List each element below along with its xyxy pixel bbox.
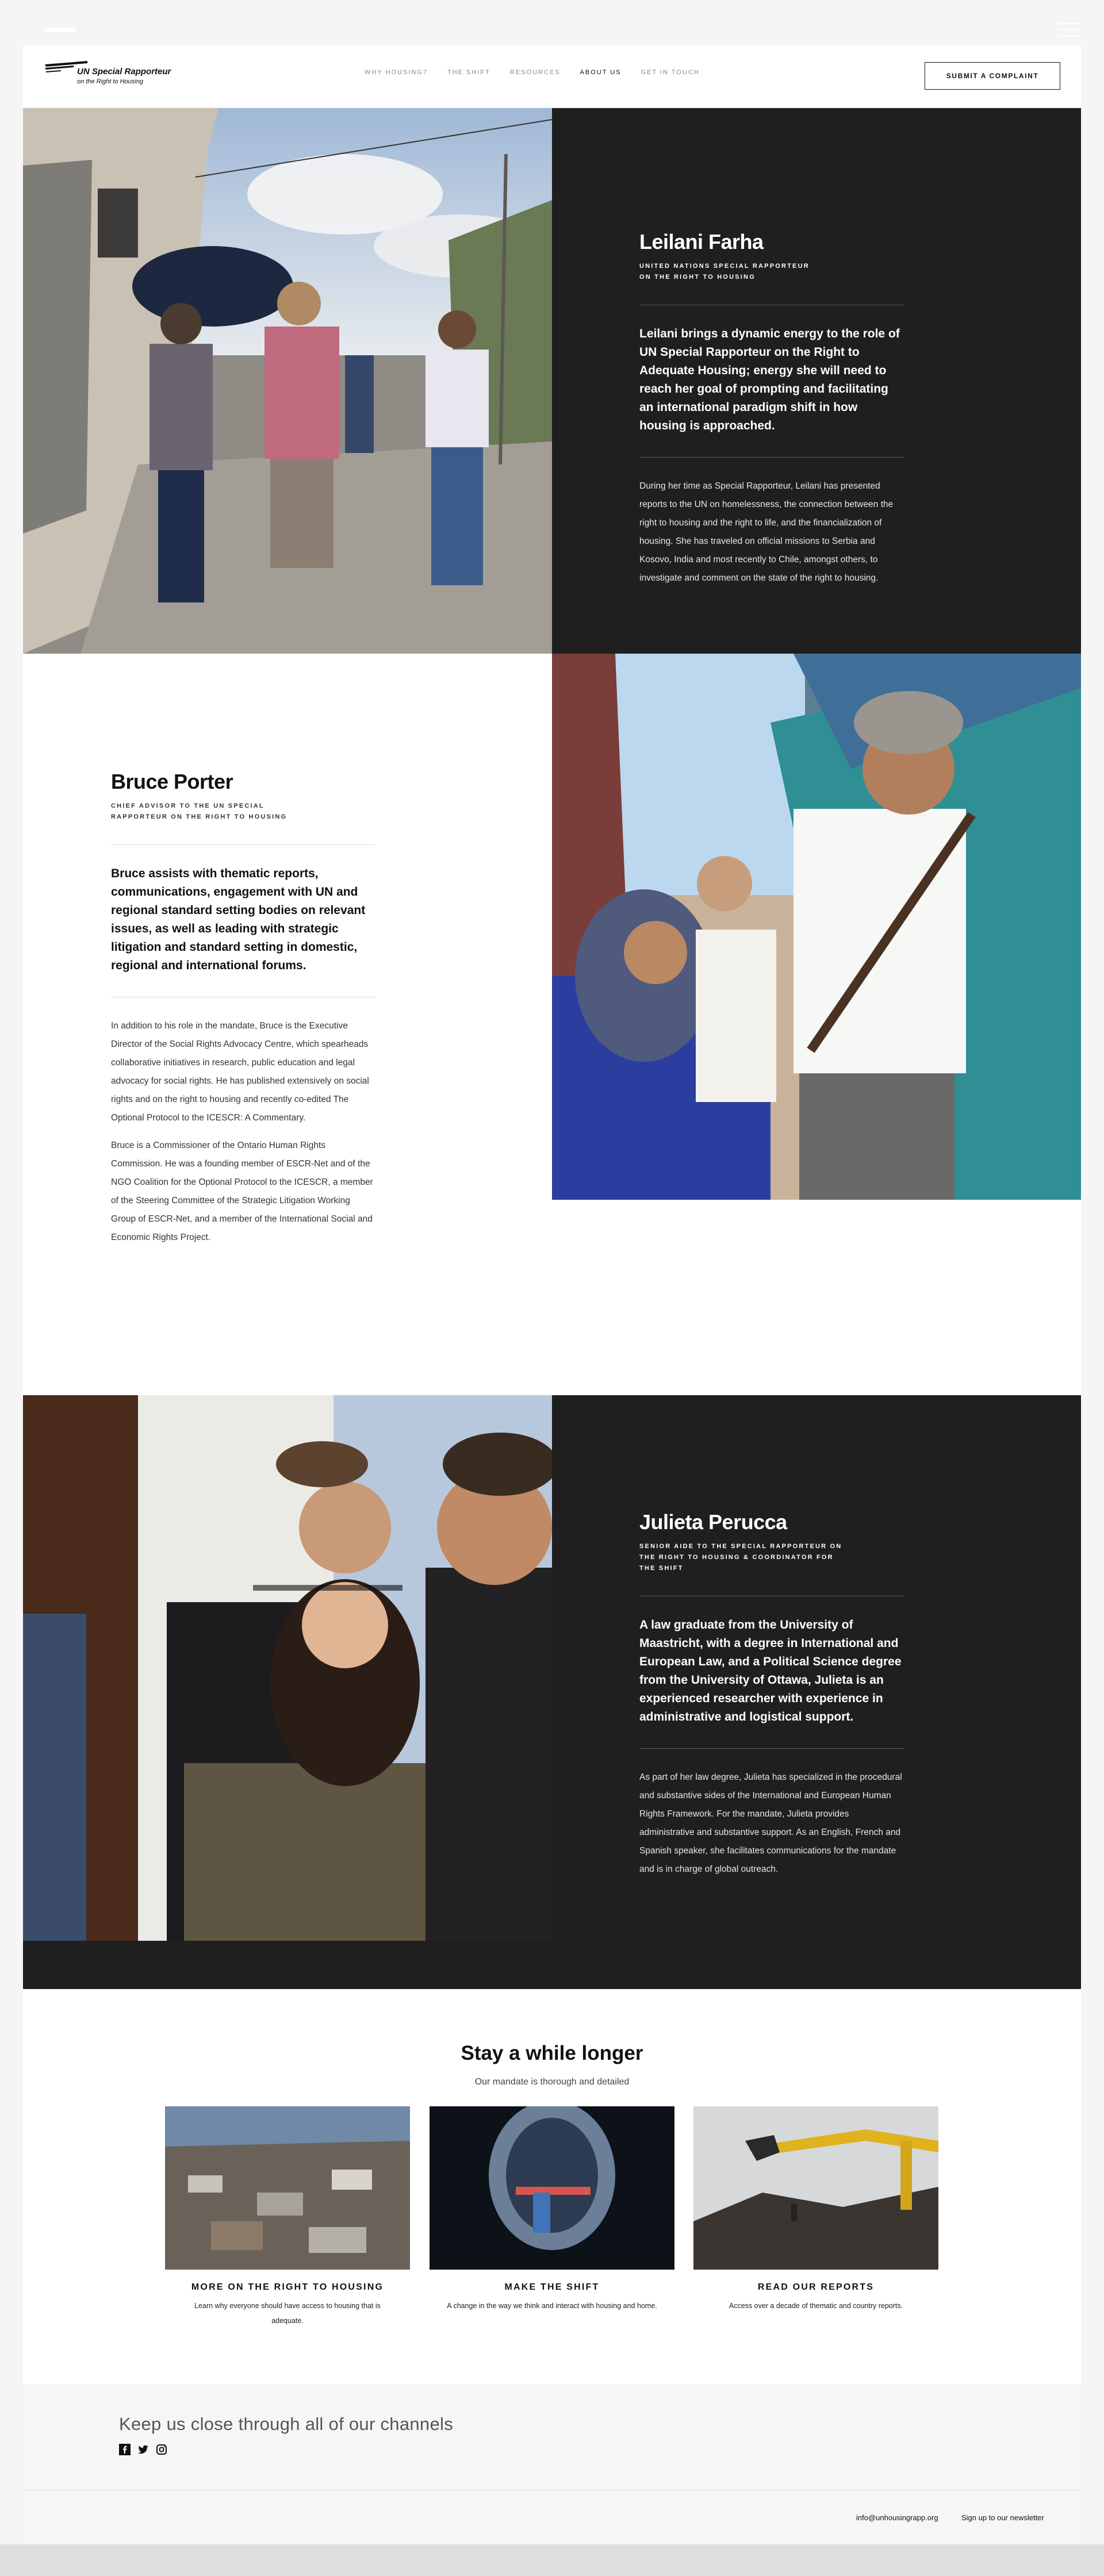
footer-keep-text: Keep us close through all of our channels	[119, 2414, 454, 2434]
profile-body: During her time as Special Rapporteur, Leilani has presented reports to the UN on homelessness, the connection between the right to housing and the right to life, and the financialization of housing. She has traveled on official missions to Serbia and Kosovo, India and most recently to Chile, amongst others, to investigate and comment on the state of the right to housing.	[639, 481, 894, 583]
role-line: CHIEF ADVISOR TO THE UN SPECIAL	[111, 803, 264, 809]
card-title[interactable]: MAKE THE SHIFT	[504, 2282, 600, 2292]
social-links	[119, 2444, 167, 2455]
top-strip	[0, 0, 1104, 45]
role-line: THE RIGHT TO HOUSING & COORDINATOR FOR	[639, 1554, 834, 1561]
page-frame	[23, 45, 1081, 2522]
footer-newsletter-link[interactable]: Sign up to our newsletter	[961, 2513, 1044, 2522]
role-line: UNITED NATIONS SPECIAL RAPPORTEUR	[639, 263, 810, 270]
julieta-bio	[639, 1510, 904, 1879]
divider	[639, 1748, 904, 1749]
bottom-band	[0, 2544, 1104, 2576]
facebook-icon[interactable]	[119, 2444, 131, 2455]
card-description: Access over a decade of thematic and country reports.	[729, 2302, 903, 2310]
card-description: Learn why everyone should have access to housing that is adequate.	[194, 2302, 381, 2325]
profile-role	[639, 261, 904, 283]
card-image[interactable]	[165, 2106, 410, 2270]
role-line: THE SHIFT	[639, 1565, 684, 1572]
profile-role	[639, 1541, 904, 1574]
profile-bruce	[23, 654, 1081, 1395]
card-image[interactable]	[693, 2106, 938, 2270]
footer-email-link[interactable]: info@unhousingrapp.org	[856, 2513, 938, 2522]
main-nav	[365, 69, 700, 76]
nav-why-housing[interactable]: WHY HOUSING?	[365, 69, 428, 76]
card-title[interactable]: MORE ON THE RIGHT TO HOUSING	[191, 2282, 384, 2292]
stay-title: Stay a while longer	[461, 2042, 643, 2064]
role-line: SENIOR AIDE TO THE SPECIAL RAPPORTEUR ON	[639, 1543, 842, 1550]
bruce-bio	[111, 770, 375, 1247]
profile-lead: A law graduate from the University of Maastricht, with a degree in International and European Law, and a Political Science degree from the University of Ottawa, Julieta is an experienced researcher with experience in administrative and logistical support.	[639, 1618, 902, 1723]
card-make-the-shift[interactable]	[430, 2106, 674, 2313]
instagram-icon[interactable]	[156, 2444, 167, 2455]
footer	[23, 2386, 1081, 2496]
leilani-bio	[639, 230, 904, 588]
nav-the-shift[interactable]: THE SHIFT	[447, 69, 490, 76]
role-line: ON THE RIGHT TO HOUSING	[639, 274, 756, 281]
menu-icon[interactable]	[1059, 23, 1081, 38]
site-logo[interactable]	[44, 57, 193, 92]
profile-lead: Bruce assists with thematic reports, communications, engagement with UN and regional standard setting bodies on relevant issues, as well as leading with strategic litigation and standard setting in domestic, regional and international forums.	[111, 867, 366, 972]
profile-leilani	[23, 108, 1081, 654]
nav-about-us[interactable]: ABOUT US	[580, 69, 622, 76]
nav-resources[interactable]: RESOURCES	[509, 69, 561, 76]
divider	[111, 844, 375, 845]
site-header	[23, 45, 1081, 108]
profile-julieta	[23, 1395, 1081, 1989]
card-title[interactable]: READ OUR REPORTS	[757, 2282, 875, 2292]
profile-role	[111, 801, 375, 823]
leilani-photo	[23, 108, 552, 654]
profile-name: Leilani Farha	[639, 230, 764, 254]
card-right-to-housing[interactable]	[165, 2106, 410, 2328]
card-read-reports[interactable]	[693, 2106, 938, 2313]
julieta-photo	[23, 1395, 552, 1941]
profile-lead: Leilani brings a dynamic energy to the role of UN Special Rapporteur on the Right to Adequate Housing; energy she will need to reach her goal of prompting and facilitating an international paradigm shift in how housing is approached.	[639, 327, 900, 432]
twitter-icon[interactable]	[137, 2444, 149, 2455]
bruce-photo	[552, 654, 1081, 1200]
card-description: A change in the way we think and interact with housing and home.	[447, 2302, 657, 2310]
stay-subtitle: Our mandate is thorough and detailed	[474, 2077, 630, 2087]
divider	[639, 457, 904, 458]
top-strip-mark	[45, 28, 76, 32]
logo-subtitle: on the Right to Housing	[77, 78, 143, 85]
profile-body: As part of her law degree, Julieta has specialized in the procedural and substantive sides of the International and European Human Rights Framework. For the mandate, Julieta provides administrative and substantive support. As an English, French and Spanish speaker, she facilitates communications for the mandate and is in charge of global outreach.	[639, 1772, 902, 1874]
role-line: RAPPORTEUR ON THE RIGHT TO HOUSING	[111, 813, 288, 820]
submit-complaint-button[interactable]: SUBMIT A COMPLAINT	[925, 62, 1060, 90]
nav-get-in-touch[interactable]: GET IN TOUCH	[641, 69, 700, 76]
logo-title: UN Special Rapporteur	[77, 67, 171, 76]
profile-body: In addition to his role in the mandate, Bruce is the Executive Director of the Social Rights Advocacy Centre, which spearheads collaborative initiatives in research, public education and legal advocacy for social rights. He has published extensively on social rights and on the right to housing and recently co-edited The Optional Protocol to the ICESCR: A Commentary.	[111, 1021, 369, 1123]
profile-name: Bruce Porter	[111, 770, 233, 793]
profile-body: Bruce is a Commissioner of the Ontario Human Rights Commission. He was a founding member of ESCR-Net and of the NGO Coalition for the Optional Protocol to the ICESCR, a member of the Steering Committee of the Strategic Litigation Working Group of ESCR-Net, and a member of the International Social and Economic Rights Project.	[111, 1141, 373, 1242]
card-image[interactable]	[430, 2106, 674, 2270]
profile-name: Julieta Perucca	[639, 1510, 787, 1534]
